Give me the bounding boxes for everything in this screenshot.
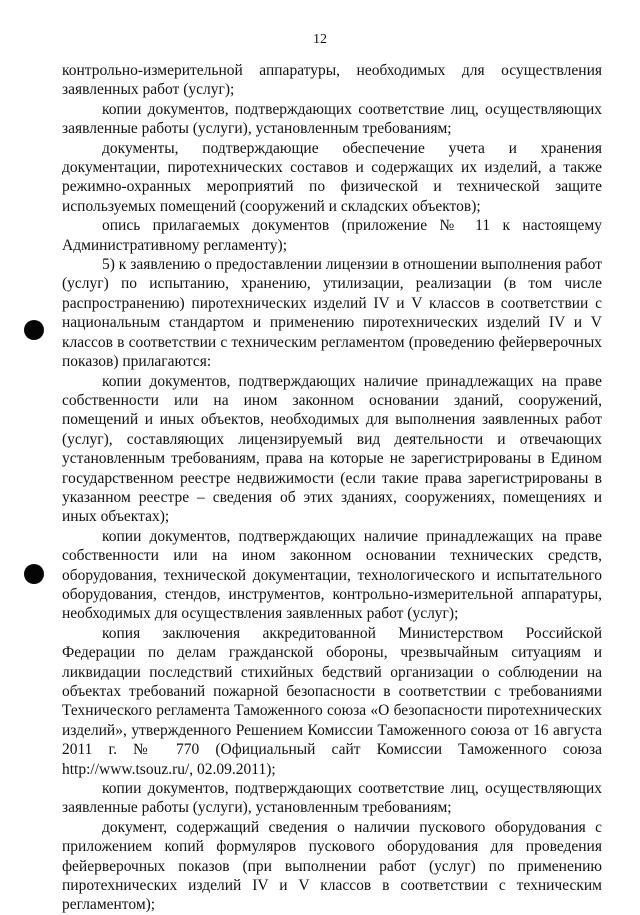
- paragraph: копии документов, подтверждающих наличие принадлежащих на праве собственности или на ином законном основании технических средств, оборудования, технической документации, технологического и испытательного оборудования, стендов, инструментов, контрольно-измерительной аппаратуры, необходимых для осуществления заявленных работ (услуг);: [62, 527, 602, 623]
- paragraph: копии документов, подтверждающих соответствие лиц, осуществляющих заявленные работы (услуги), установленным требованиям;: [62, 780, 602, 817]
- punch-hole-mark: [24, 564, 44, 584]
- paragraph: копии документов, подтверждающих соответствие лиц, осуществляющих заявленные работы (услуги), установленным требованиям;: [62, 100, 602, 138]
- page-number: 12: [313, 32, 327, 47]
- paragraph: опись прилагаемых документов (приложение № 11 к настоящему Административному регламенту);: [62, 217, 602, 254]
- paragraph: документы, подтверждающие обеспечение учета и хранения документации, пиротехнических составов и содержащих их изделий, а также режимно-охранных мероприятий по физической и технической защите используемых помещений (сооружений и складских объектов);: [62, 139, 602, 215]
- punch-hole-mark: [24, 320, 44, 340]
- document-body: [62, 61, 602, 915]
- paragraph-continuation: контрольно-измерительной аппаратуры, необходимых для осуществления заявленных работ (услуг);: [62, 62, 602, 99]
- paragraph: копия заключения аккредитованной Министерством Российской Федерации по делам гражданской обороны, чрезвычайным ситуациям и ликвидации последствий стихийных бедствий организации о соблюдении на объектах требований пожарной безопасности в соответствии с требованиями Технического регламента Таможенного союза «О безопасности пиротехнических изделий», утвержденного Решением Комиссии Таможенного союза от 16 августа 2011 г. № 770 (Официальный сайт Комиссии Таможенного союза http://www.tsouz.ru/, 02.09.2011);: [62, 624, 602, 778]
- paragraph-item-5: 5) к заявлению о предоставлении лицензии в отношении выполнения работ (услуг) по испытанию, хранению, утилизации, реализации (в том числе распространению) пиротехнических изделий IV и V классов в соответствии с национальным стандартом и применению пиротехнических изделий IV и V классов в соответствии с техническим регламентом (проведению фейерверочных показов) прилагаются:: [62, 256, 602, 371]
- paragraph: документ, содержащий сведения о наличии пускового оборудования с приложением копий формуляров пускового оборудования для проведения фейерверочных показов (при выполнении работ (услуг) по применению пиротехнических изделий IV и V классов в соответствии с техническим регламентом);: [62, 818, 602, 914]
- paragraph: копии документов, подтверждающих наличие принадлежащих на праве собственности или на ином законном основании зданий, сооружений, помещений и иных объектов, необходимых для выполнения заявленных работ (услуг), составляющих лицензируемый вид деятельности и отвечающих установленным требованиям, права на которые не зарегистрированы в Едином государственном реестре недвижимости (если такие права зарегистрированы в указанном реестре – сведения об этих зданиях, сооружениях, помещениях и иных объектах);: [62, 372, 602, 526]
